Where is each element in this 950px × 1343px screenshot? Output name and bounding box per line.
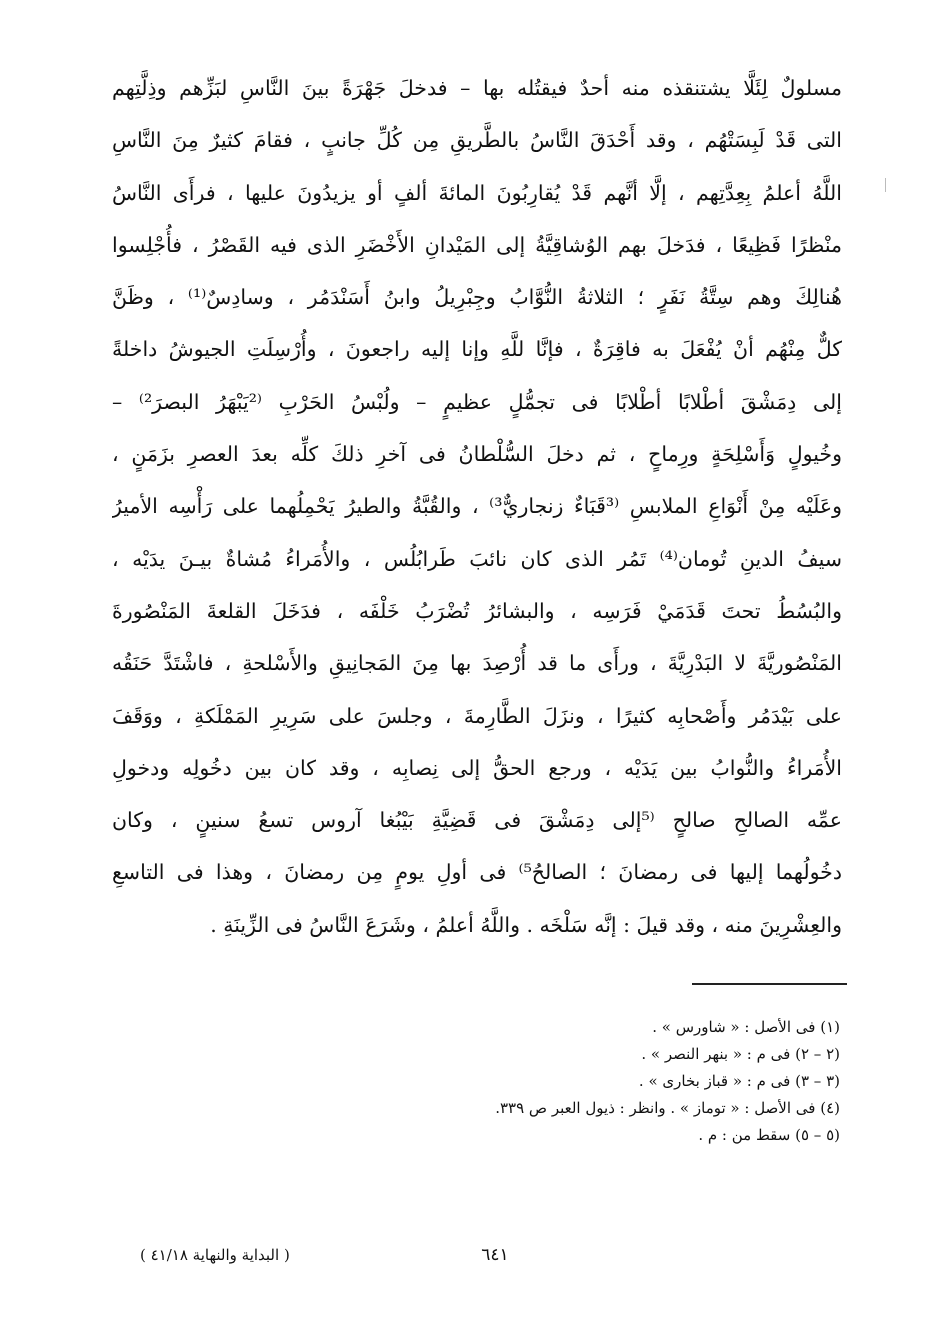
- page-number: ٦٤١: [481, 1245, 509, 1265]
- footnotes-block: [340, 1014, 840, 1149]
- text-line: كلٌّ مِنْهُم أنْ يُفْعَلَ به فاقِرَةٌ ، فإنَّا للَّهِ وإنا إليه راجعونَ ، وأُرْسِلَتِ الجيوشُ داخلةً: [112, 337, 842, 362]
- text-line: إلى دِمَشْقَ أطْلابًا أطْلابًا فى تجمُّلٍ عظيمٍ – ولُبْسُ الحَرْبِ ⁽²يَبْهَرُ البصرَ²⁾ –: [112, 389, 842, 414]
- text-line: الأُمَراءُ والنُّوابُ بين يَدَيْه ، ورجع الحقُّ إلى نِصابِه ، وقد كان بين دخُولِه ودخولِ: [112, 755, 842, 780]
- text-line: دخُولُهما إليها فى رمضانَ ؛ الصالحُ⁵⁾ فى أولِ يومٍ مِن رمضانَ ، وهذا فى التاسعِ: [112, 860, 842, 885]
- running-title: ( البداية والنهاية ٤١/١٨ ): [140, 1246, 290, 1264]
- footnote-separator-rule: [692, 983, 847, 985]
- footnote-3: (٣ – ٣) فى م : « قباز بخارى » .: [638, 1072, 840, 1090]
- footnote-2: (٢ – ٢) فى م : « بنهر النصر » .: [641, 1045, 840, 1063]
- text-line: وخُيولٍ وَأَسْلِحَةٍ ورِماحٍ ، ثم دخلَ السُّلْطانُ فى آخرِ ذلكَ كلِّه بعدَ العصرِ بزَمَنٍ ،: [112, 442, 842, 467]
- text-line: والبُسُطُ تحتَ قَدَمَيْ فَرَسِه ، والبشائرُ تُضْرَبُ خَلْفَه ، فدَخَلَ القلعةَ المَنْصُورةَ: [112, 598, 842, 623]
- text-line: وعَلَيْه مِنْ أَنْوَاعِ الملابسِ ⁽³قَبَاءٌ زنجاريٌّ³⁾ ، والقُبَّةُ والطيرُ يَحْمِلُهما على رَأْسِه الأميرُ: [112, 494, 842, 519]
- footnote-1: (١) فى الأصل : « شاورس » .: [652, 1018, 840, 1036]
- footnote-4: (٤) فى الأصل : « توماز » . وانظر : ذيول العبر ص ٣٣٩.: [495, 1099, 840, 1117]
- margin-mark: [885, 178, 888, 192]
- footnote-5: (٥ – ٥) سقط من : م .: [698, 1126, 840, 1144]
- text-line: عمِّه الصالحِ صالحٍ ⁽⁵إلى دِمَشْقَ فى قَضِيَّةِ بَيْبُغا آروس تسعُ سنينٍ ، وكان: [112, 808, 842, 833]
- text-line: مسلولٌ لِئَلَّا يشتنقذه منه أحدٌ فيقتُله بها – فدخلَ جَهْرَةً بينَ النَّاسِ لبَزِّهم وذِلَّتِهم: [112, 76, 842, 100]
- text-line: المَنْصُوريَّةَ لا البَدْرِيَّةَ ، ورأَى ما قد أُرْصِدَ بها مِنَ المَجانِيقِ والأَسْلحةِ ، فاشْتَدَّ حَنَقُه: [112, 651, 842, 676]
- text-line: اللَّهُ أعلمُ بِعِدَّتِهم ، إلَّا أنَّهم قَدْ يُقارِبُونَ المائةَ ألفٍ أو يزيدُونَ عليها ، فرأَى النَّاسُ: [112, 180, 842, 205]
- text-line: منْظرًا فَظِيعًا ، فدَخلَ بهم الوُشاقِيَّةُ إلى المَيْدانِ الأَخْضَرِ الذى فيه القَصْرُ ، فأُجْلِسوا: [112, 232, 842, 257]
- page-footer: [100, 1240, 840, 1270]
- text-line: على بَيْدَمُر وأَصْحابِه كثيرًا ، ونزَلَ الطَّارِمةَ ، وجلسَ على سَرِيرِ المَمْلَكةِ ، ووَقَفَ: [112, 703, 842, 728]
- main-text-block: [112, 62, 842, 951]
- text-line: هُنالِكَ وهم سِتَّةُ نَفَرٍ ؛ الثلاثةُ النُّوَّابُ وجِبْرِيلُ وابنُ أَسَنْدَمُر ، وسادِسٌ⁽¹⁾ ، وظَنَّ: [112, 285, 842, 310]
- text-line: التى قَدْ لَبِسَتْهُم ، وقد أَحْدَقَ النَّاسُ بالطَّريقِ مِن كُلِّ جانبٍ ، فقامَ كثيرٌ مِنَ النَّاسِ: [112, 128, 842, 153]
- text-line: سيفُ الدينِ تُومان⁽⁴⁾ تَمُر الذى كان نائبَ طَرابُلُس ، والأُمَراءُ مُشاةٌ بيـنَ يدَيْه ،: [112, 546, 842, 571]
- text-line-last: والعِشْرِينَ منه ، وقد قيلَ : إنَّه سَلْخَه . واللَّهُ أعلمُ ، وشَرَعَ النَّاسُ فى الزِّينَةِ .: [210, 912, 842, 937]
